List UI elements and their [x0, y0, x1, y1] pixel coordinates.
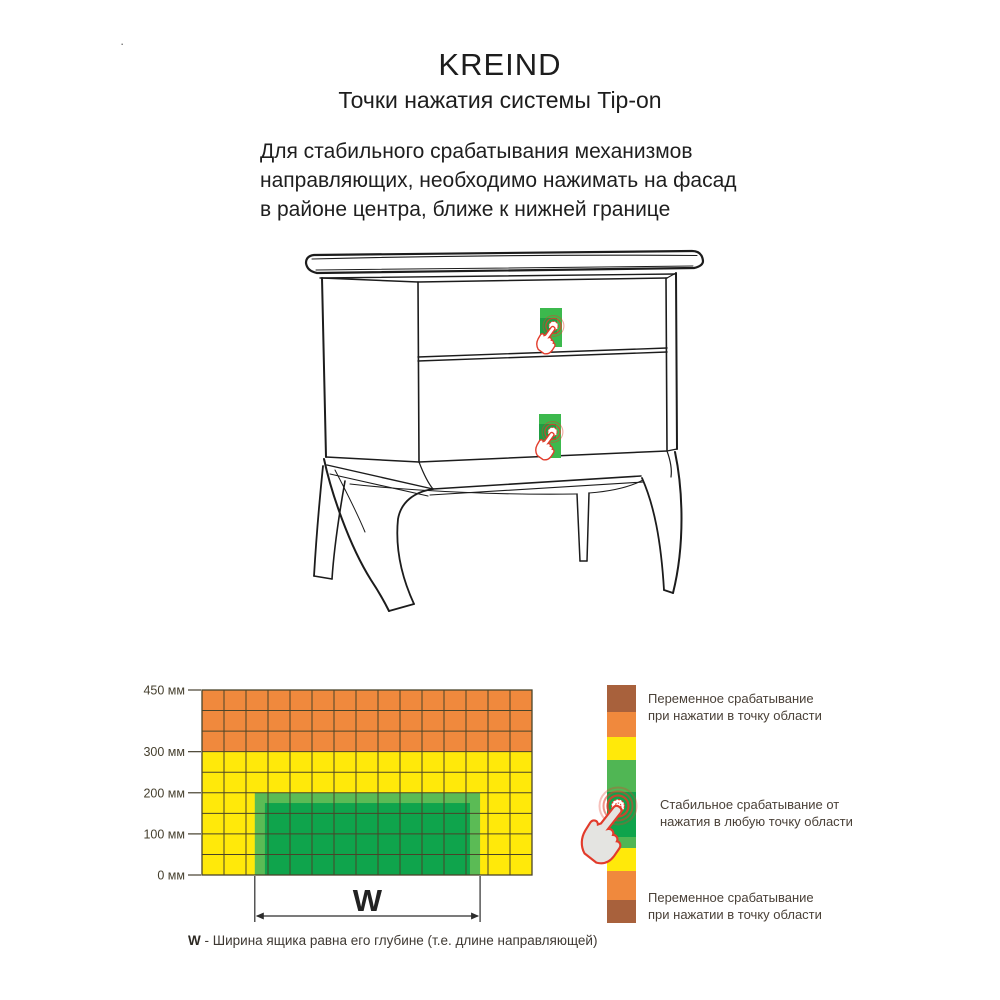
w-caption-symbol: W [188, 933, 201, 948]
w-caption [188, 933, 597, 948]
intro-line-2: направляющих, необходимо нажимать на фасад [260, 169, 737, 192]
front-apron [433, 476, 641, 489]
rear-rail [350, 484, 576, 494]
legend-bar-segment-7 [607, 871, 636, 900]
zone-variable-top-zone [202, 690, 532, 752]
front-right-leg [642, 452, 682, 593]
back-right-leg [577, 493, 589, 561]
front-left-leg [324, 459, 433, 611]
legend-item-variable-bottom: Переменное срабатывание при нажатии в точку области [648, 890, 822, 922]
w-caption-text: - Ширина ящика равна его глубине (т.е. длине направляющей) [200, 933, 598, 948]
y-tick-label: 0 мм [157, 868, 185, 883]
y-tick-label: 450 мм [143, 683, 185, 698]
y-tick-label: 300 мм [143, 745, 185, 760]
y-tick-label: 200 мм [143, 786, 185, 801]
press-indicator-drawer-2 [532, 414, 563, 462]
legend-item-stable: Стабильное срабатывание от нажатия в любую точку области [660, 797, 853, 829]
legend-bar-segment-2 [607, 737, 636, 760]
legend-bar-segment-8 [607, 900, 636, 923]
legend-item-variable-top: Переменное срабатывание при нажатии в точку области [648, 691, 822, 723]
legend-bar-segment-1 [607, 712, 636, 737]
nightstand-left-edge [322, 278, 326, 457]
intro-line-3: в районе центра, ближе к нижней границе [260, 198, 671, 221]
intro-line-1: Для стабильного срабатывания механизмов [260, 140, 693, 163]
nightstand-drawer-right-edge [666, 278, 667, 450]
w-dimension-label: W [352, 883, 383, 918]
corner-mark: · [120, 36, 125, 51]
nightstand-front-left-corner [418, 282, 419, 462]
page-title: KREIND [438, 47, 562, 82]
zone-stable-core-zone [265, 803, 470, 875]
nightstand-illustration [306, 251, 703, 611]
page-subtitle: Точки нажатия системы Tip-on [338, 87, 662, 113]
legend-bar-segment-0 [607, 685, 636, 712]
press-zone-diagram [143, 684, 532, 923]
y-tick-label: 100 мм [143, 827, 185, 842]
press-indicator-drawer-1 [533, 308, 564, 356]
